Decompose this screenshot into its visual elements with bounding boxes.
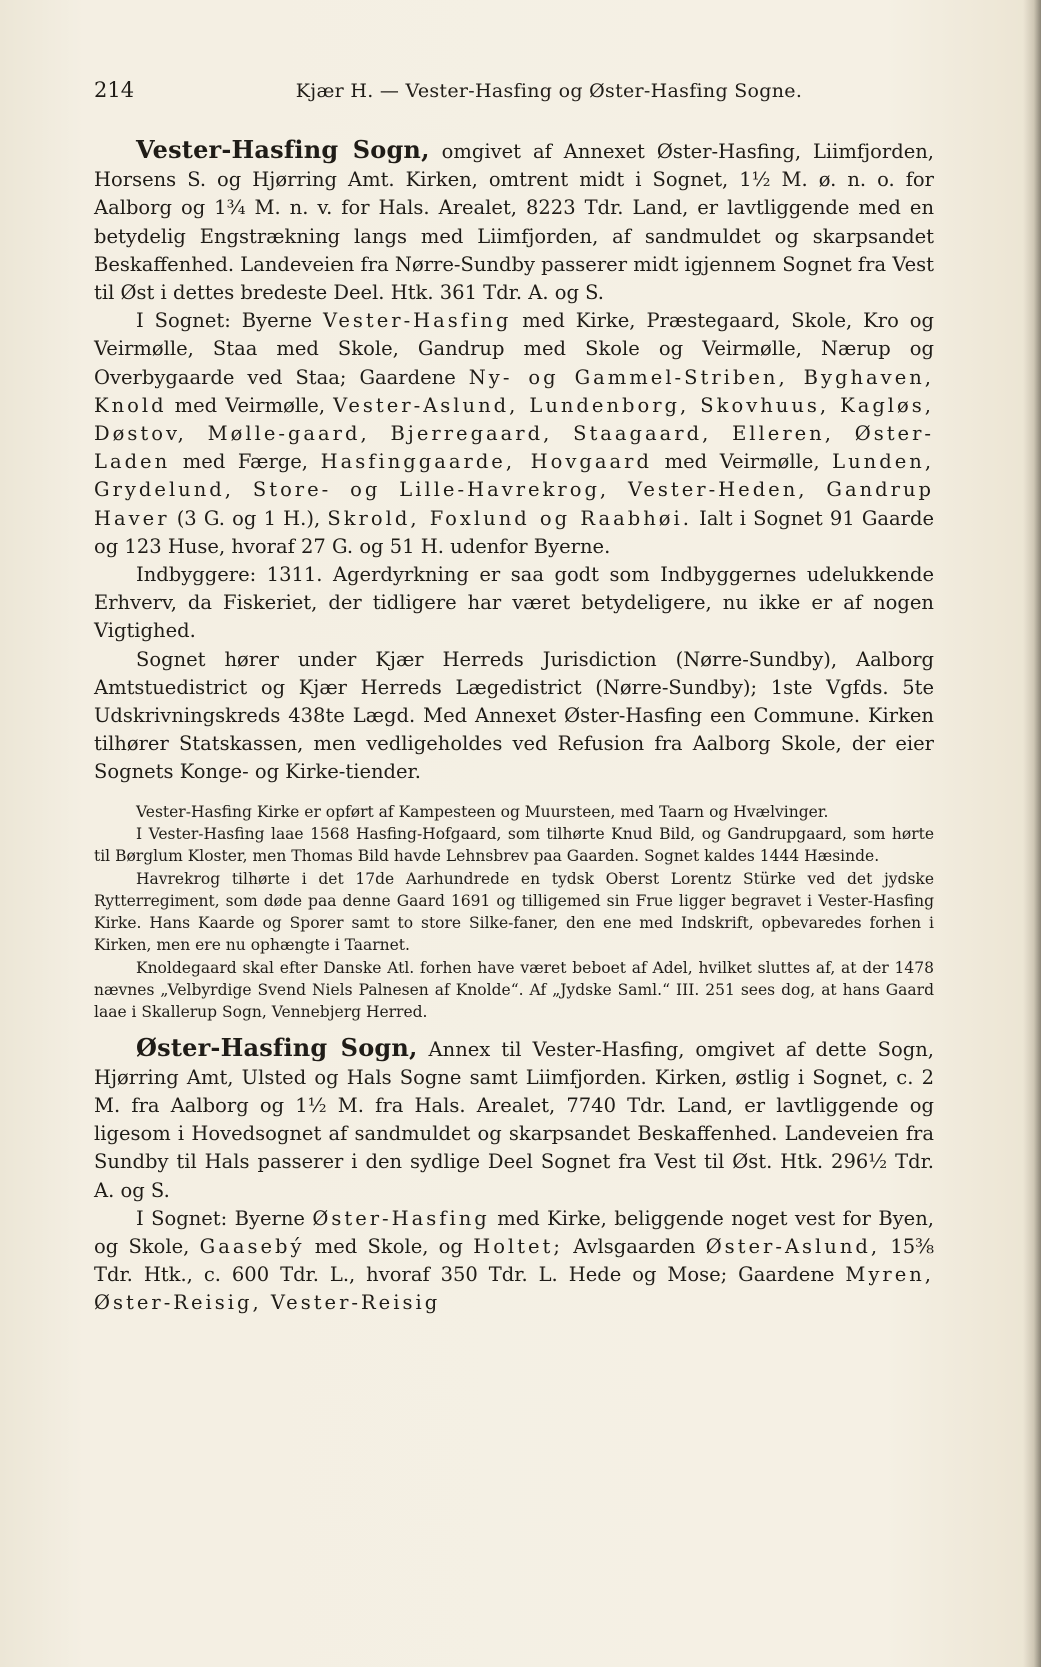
footnote: Vester-Hasfing Kirke er opført af Kampesteen og Muursteen, med Taarn og Hvælvinger. — [136, 802, 829, 821]
vester-places-paragraph — [94, 307, 934, 561]
running-title: Kjær H. — Vester-Hasfing og Øster-Hasfing Sogne. — [295, 80, 803, 102]
footnotes — [94, 801, 934, 1024]
page-number: 214 — [94, 78, 135, 102]
place-text: med Skole, og — [314, 1235, 463, 1259]
place-name: Øster-Hasfing — [312, 1206, 490, 1230]
population-text: Agerdyrkning er saa godt som Indbyggernes udelukkende Erhverv, da Fiskeriet, der tidligere har været betydeligere, nu ikke er af nogen Vigtighed. — [94, 563, 934, 643]
place-name: Lunden, Grydelund, Store- og Lille-Havrekrog, Vester-Heden, Gandrup Haver — [94, 450, 935, 530]
place-text: med Kirke, Præstegaard, Skole, Kro og Veirmølle, Staa med Skole, Gandrup med Skole og Veirmølle, Nærup og Overbygaarde ved Staa; Gaardene — [94, 309, 935, 389]
population-label: Indbyggere: 1311. — [136, 563, 323, 587]
place-text: med Veirmølle, — [664, 450, 820, 474]
vester-admin-paragraph: Sognet hører under Kjær Herreds Jurisdiction (Nørre-Sundby), Aalborg Amtstuedistrict og Kjær Herreds Lægedistrict (Nørre-Sundby); 1ste Vgfds. 5te Udskrivningskreds 438te Lægd. Med Annexet Øster-Hasfing een Commune. Kirken tilhører Statskassen, men vedligeholdes ved Refusion fra Aalborg Skole, der eier Sognets Konge- og Kirke-tiender. — [94, 647, 934, 784]
vester-intro-paragraph — [94, 136, 934, 307]
place-text: Avlsgaarden — [573, 1235, 696, 1259]
footnote: I Vester-Hasfing laae 1568 Hasfing-Hofgaard, som tilhørte Knud Bild, og Gandrupgaard, som hørte til Børglum Kloster, men Thomas Bild havde Lehnsbrev paa Gaarden. Sognet kaldes 1444 Hæsinde. — [94, 824, 934, 866]
oster-places-paragraph — [94, 1205, 934, 1318]
page-content — [94, 78, 934, 1318]
oster-intro-paragraph — [94, 1034, 934, 1205]
place-name: Hasfinggaarde, Hovgaard — [320, 450, 652, 474]
vester-intro-text: omgivet af Annexet Øster-Hasfing, Liimfjorden, Horsens S. og Hjørring Amt. Kirken, omtrent midt i Sognet, 1½ M. ø. n. o. for Aalborg og 1¾ M. n. v. for Hals. Arealet, 8223 Tdr. Land, er lavtliggende med en betydelig Engstrækning langs med Liimfjorden, af sandmuldet og skarpsandet Beskaffenhed. Landeveien fra Nørre-Sundby passerer midt igjennem Sognet fra Vest til Øst i dettes bredeste Deel. Htk. 361 Tdr. A. og S. — [94, 140, 935, 305]
place-name: Skrold, Foxlund og Raabhøi. — [327, 506, 692, 530]
place-text: med Kirke, beliggende noget vest for Byen, og Skole, — [94, 1206, 934, 1259]
place-name: Vester-Aslund, Lundenborg, Skovhuus, Kagløs, Døstov, Mølle-gaard, Bjerregaard, Staagaard, Elleren, Øster-Laden — [94, 393, 934, 474]
oster-section-title: Øster-Hasfing Sogn, — [136, 1032, 418, 1062]
place-text: Ialt i Sognet 91 Gaarde og 123 Huse, hvoraf 27 G. og 51 H. udenfor Byerne. — [94, 506, 935, 558]
places-lead: I Sognet: Byerne — [136, 309, 313, 333]
place-name: Gaasebý — [199, 1235, 305, 1259]
page-header — [94, 78, 934, 102]
places-lead: I Sognet: Byerne — [136, 1206, 305, 1230]
place-name: Ny- og Gammel-Striben, Byghaven, Knold — [94, 365, 934, 417]
book-edge-shadow — [1023, 0, 1041, 1667]
place-name: Myren, Øster-Reisig, Vester-Reisig — [94, 1263, 934, 1315]
footnote: Knoldegaard skal efter Danske Atl. forhen have været beboet af Adel, hvilket sluttes af, at der 1478 nævnes „Velbyrdige Svend Niels Palnesen af Knolde“. Af „Jydske Saml.“ III. 251 sees dog, at hans Gaard laae i Skallerup Sogn, Vennebjerg Herred. — [94, 958, 934, 1022]
place-name: Vester-Hasfing — [323, 309, 512, 333]
place-text: (3 G. og 1 H.), — [176, 506, 321, 530]
place-name: Holtet; — [473, 1235, 563, 1259]
place-text: med Færge, — [182, 450, 308, 474]
oster-intro-text: Annex til Vester-Hasfing, omgivet af dette Sogn, Hjørring Amt, Ulsted og Hals Sogne samt Liimfjorden. Kirken, østlig i Sognet, c. 2 M. fra Aalborg og 1½ M. fra Hals. Arealet, 7740 Tdr. Land, er lavtliggende og ligesom i Hovedsognet af sandmuldet og skarpsandet Beskaffenhed. Landeveien fra Sundby til Hals passerer i den sydlige Deel Sognet fra Vest til Øst. Htk. 296½ Tdr. A. og S. — [94, 1037, 934, 1202]
vester-population-paragraph — [94, 561, 934, 646]
place-text: med Veirmølle, — [174, 393, 326, 417]
place-name: Øster-Aslund, — [705, 1235, 881, 1259]
place-text: 15⅜ Tdr. Htk., c. 600 Tdr. L., hvoraf 350 Tdr. L. Hede og Mose; Gaardene — [94, 1235, 935, 1287]
vester-section-title: Vester-Hasfing Sogn, — [136, 135, 430, 164]
footnote: Havrekrog tilhørte i det 17de Aarhundrede en tydsk Oberst Lorentz Stürke ved det jydske Rytterregiment, som døde paa denne Gaard 1691 og tilligemed sin Frue ligger begravet i Vester-Hasfing Kirke. Hans Kaarde og Sporer samt to store Silke-faner, den ene med Indskrift, opbevaredes forhen i Kirken, men ere nu ophængte i Taarnet. — [94, 869, 934, 955]
